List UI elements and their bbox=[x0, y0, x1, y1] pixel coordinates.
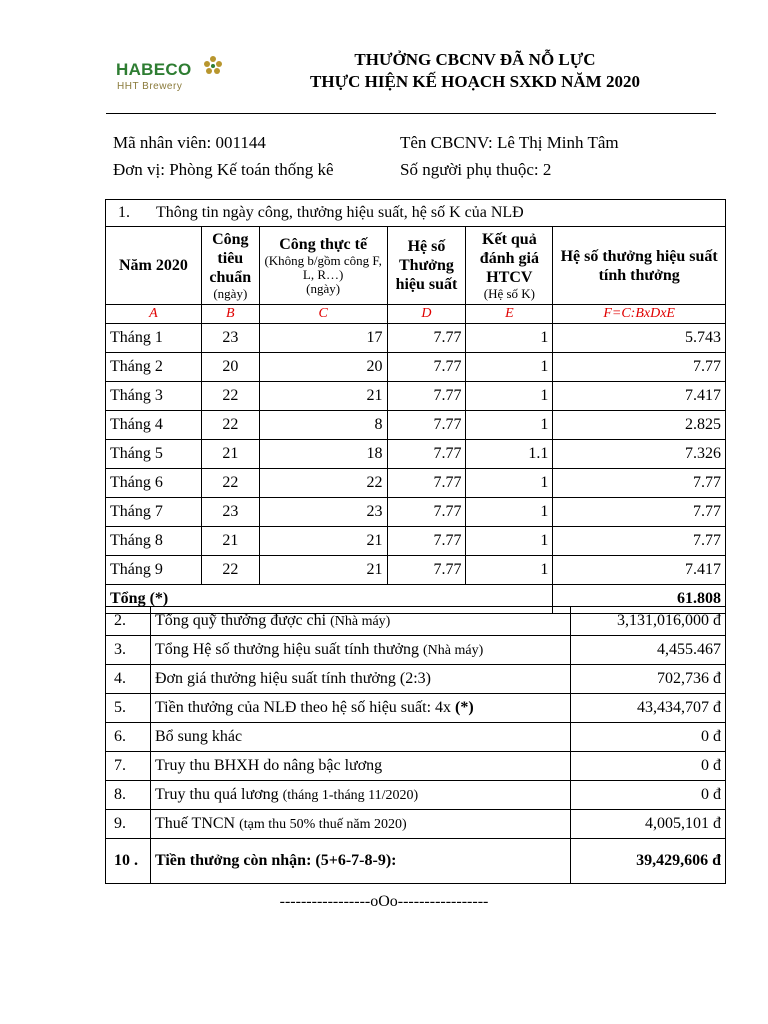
month-cell: Tháng 4 bbox=[106, 411, 202, 440]
section2-table bbox=[105, 606, 726, 884]
table-row bbox=[106, 839, 726, 884]
table-row bbox=[106, 382, 726, 411]
header-year: Năm 2020 bbox=[106, 227, 202, 305]
section1-title: Thông tin ngày công, thưởng hiệu suất, hệ số K của NLĐ bbox=[156, 204, 524, 221]
standard-days-cell: 22 bbox=[201, 382, 259, 411]
table-row bbox=[106, 527, 726, 556]
row-label-text: Tổng quỹ thưởng được chi bbox=[154, 612, 327, 629]
month-cell: Tháng 1 bbox=[106, 324, 202, 353]
section1-number: 1. bbox=[118, 204, 130, 221]
col-letter: F=C:BxDxE bbox=[553, 305, 726, 324]
actual-days-cell: 17 bbox=[259, 324, 387, 353]
footer-ornament: -----------------oOo----------------- bbox=[279, 893, 489, 910]
row-number: 2. bbox=[106, 607, 151, 636]
col-letter: C bbox=[259, 305, 387, 324]
row-value: 43,434,707 đ bbox=[571, 694, 726, 723]
col-letter: E bbox=[466, 305, 553, 324]
month-cell: Tháng 6 bbox=[106, 469, 202, 498]
header-bonus-result: Hệ số thưởng hiệu suất tính thưởng bbox=[553, 227, 726, 305]
bonus-coef-cell: 7.77 bbox=[387, 440, 466, 469]
table-row bbox=[106, 781, 726, 810]
row-label-text: Đơn giá thưởng hiệu suất tính thưởng (2:3) bbox=[154, 670, 431, 687]
row-number: 6. bbox=[106, 723, 151, 752]
actual-days-cell: 23 bbox=[259, 498, 387, 527]
k-coef-cell: 1.1 bbox=[466, 440, 553, 469]
employee-unit: Đơn vị: Phòng Kế toán thống kê bbox=[113, 160, 334, 179]
bonus-result-cell: 7.417 bbox=[553, 556, 726, 585]
row-label-text: Thuế TNCN bbox=[154, 815, 236, 832]
table-row bbox=[106, 324, 726, 353]
row-label bbox=[150, 723, 570, 752]
row-value: 0 đ bbox=[571, 752, 726, 781]
row-value: 4,455.467 bbox=[571, 636, 726, 665]
standard-days-cell: 23 bbox=[201, 498, 259, 527]
row-label bbox=[150, 839, 570, 884]
row-label bbox=[150, 810, 570, 839]
row-label bbox=[150, 607, 570, 636]
row-label-text: Tiền thưởng của NLĐ theo hệ số hiệu suất: 4x bbox=[154, 699, 452, 716]
row-label-text: Truy thu quá lương bbox=[154, 786, 279, 803]
row-number: 8. bbox=[106, 781, 151, 810]
table-row bbox=[106, 607, 726, 636]
row-label-note: (tạm thu 50% thuế năm 2020) bbox=[239, 817, 407, 832]
table-row bbox=[106, 411, 726, 440]
row-number: 7. bbox=[106, 752, 151, 781]
table-row bbox=[106, 556, 726, 585]
section1-rows bbox=[106, 324, 726, 585]
row-label bbox=[150, 781, 570, 810]
row-label-text: Tiền thưởng còn nhận: (5+6-7-8-9): bbox=[154, 852, 397, 869]
section1-header bbox=[106, 200, 726, 227]
logo-brand: HABECO bbox=[116, 60, 192, 79]
total-value: 61.808 bbox=[553, 585, 726, 614]
bonus-coef-cell: 7.77 bbox=[387, 411, 466, 440]
bonus-result-cell: 7.77 bbox=[553, 527, 726, 556]
bonus-result-cell: 2.825 bbox=[553, 411, 726, 440]
standard-days-cell: 22 bbox=[201, 411, 259, 440]
month-cell: Tháng 8 bbox=[106, 527, 202, 556]
table-row bbox=[106, 752, 726, 781]
row-label bbox=[150, 694, 570, 723]
row-number: 4. bbox=[106, 665, 151, 694]
row-number: 9. bbox=[106, 810, 151, 839]
col-letter: A bbox=[106, 305, 202, 324]
bonus-coef-cell: 7.77 bbox=[387, 469, 466, 498]
bonus-result-cell: 7.77 bbox=[553, 353, 726, 382]
doc-title-line2: THỰC HIỆN KẾ HOẠCH SXKD NĂM 2020 bbox=[310, 72, 640, 91]
bonus-result-cell: 5.743 bbox=[553, 324, 726, 353]
row-number: 3. bbox=[106, 636, 151, 665]
bonus-coef-cell: 7.77 bbox=[387, 498, 466, 527]
bonus-coef-cell: 7.77 bbox=[387, 353, 466, 382]
actual-days-cell: 22 bbox=[259, 469, 387, 498]
table-row bbox=[106, 810, 726, 839]
row-value: 0 đ bbox=[571, 781, 726, 810]
doc-title-line1: THƯỞNG CBCNV ĐÃ NỖ LỰC bbox=[354, 50, 596, 69]
table-row bbox=[106, 665, 726, 694]
table-row bbox=[106, 353, 726, 382]
employee-name: Tên CBCNV: Lê Thị Minh Tâm bbox=[400, 133, 619, 152]
row-number: 10 . bbox=[106, 839, 151, 884]
bonus-result-cell: 7.77 bbox=[553, 469, 726, 498]
actual-days-cell: 20 bbox=[259, 353, 387, 382]
k-coef-cell: 1 bbox=[466, 527, 553, 556]
standard-days-cell: 22 bbox=[201, 469, 259, 498]
header-actual-days: Công thực tế (Không b/gồm công F, L, R…) (ngày) bbox=[259, 227, 387, 305]
logo-subtitle: HHT Brewery bbox=[117, 81, 183, 92]
standard-days-cell: 23 bbox=[201, 324, 259, 353]
standard-days-cell: 21 bbox=[201, 527, 259, 556]
row-value: 3,131,016,000 đ bbox=[571, 607, 726, 636]
table-row bbox=[106, 694, 726, 723]
total-label: Tổng (*) bbox=[106, 585, 553, 614]
k-coef-cell: 1 bbox=[466, 353, 553, 382]
table-row bbox=[106, 723, 726, 752]
row-value: 39,429,606 đ bbox=[571, 839, 726, 884]
month-cell: Tháng 5 bbox=[106, 440, 202, 469]
row-label bbox=[150, 636, 570, 665]
standard-days-cell: 20 bbox=[201, 353, 259, 382]
k-coef-cell: 1 bbox=[466, 469, 553, 498]
col-letter: D bbox=[387, 305, 466, 324]
row-label-note: (tháng 1-tháng 11/2020) bbox=[282, 788, 419, 803]
month-cell: Tháng 7 bbox=[106, 498, 202, 527]
row-value: 702,736 đ bbox=[571, 665, 726, 694]
header-bonus-coef: Hệ số Thưởng hiệu suất bbox=[387, 227, 466, 305]
actual-days-cell: 21 bbox=[259, 382, 387, 411]
standard-days-cell: 22 bbox=[201, 556, 259, 585]
table-row bbox=[106, 636, 726, 665]
header-k-coef: Kết quả đánh giá HTCV (Hệ số K) bbox=[466, 227, 553, 305]
k-coef-cell: 1 bbox=[466, 498, 553, 527]
bonus-coef-cell: 7.77 bbox=[387, 324, 466, 353]
k-coef-cell: 1 bbox=[466, 411, 553, 440]
month-cell: Tháng 9 bbox=[106, 556, 202, 585]
employee-id: Mã nhân viên: 001144 bbox=[113, 133, 266, 152]
bonus-result-cell: 7.417 bbox=[553, 382, 726, 411]
month-cell: Tháng 3 bbox=[106, 382, 202, 411]
header-standard-days: Công tiêu chuẩn (ngày) bbox=[201, 227, 259, 305]
title-divider bbox=[106, 113, 716, 114]
row-number: 5. bbox=[106, 694, 151, 723]
actual-days-cell: 8 bbox=[259, 411, 387, 440]
row-label bbox=[150, 665, 570, 694]
employee-dependents: Số người phụ thuộc: 2 bbox=[400, 160, 552, 179]
bonus-coef-cell: 7.77 bbox=[387, 527, 466, 556]
actual-days-cell: 18 bbox=[259, 440, 387, 469]
row-label-text: Truy thu BHXH do nâng bậc lương bbox=[154, 757, 383, 774]
section2-rows bbox=[106, 607, 726, 884]
row-label-note: (Nhà máy) bbox=[330, 614, 391, 629]
table-row bbox=[106, 440, 726, 469]
row-value: 0 đ bbox=[571, 723, 726, 752]
k-coef-cell: 1 bbox=[466, 324, 553, 353]
row-label-note: (*) bbox=[455, 699, 474, 716]
actual-days-cell: 21 bbox=[259, 556, 387, 585]
standard-days-cell: 21 bbox=[201, 440, 259, 469]
k-coef-cell: 1 bbox=[466, 556, 553, 585]
month-cell: Tháng 2 bbox=[106, 353, 202, 382]
row-label-note: (Nhà máy) bbox=[422, 643, 484, 658]
row-label bbox=[150, 752, 570, 781]
actual-days-cell: 21 bbox=[259, 527, 387, 556]
row-label-text: Bổ sung khác bbox=[154, 728, 243, 745]
bonus-coef-cell: 7.77 bbox=[387, 382, 466, 411]
bonus-coef-cell: 7.77 bbox=[387, 556, 466, 585]
habeco-logo bbox=[116, 48, 226, 94]
section1-table bbox=[105, 199, 726, 614]
k-coef-cell: 1 bbox=[466, 382, 553, 411]
row-label-text: Tổng Hệ số thưởng hiệu suất tính thưởng bbox=[154, 641, 419, 658]
bonus-result-cell: 7.77 bbox=[553, 498, 726, 527]
row-value: 4,005,101 đ bbox=[571, 810, 726, 839]
flower-logo-icon bbox=[202, 54, 224, 76]
bonus-result-cell: 7.326 bbox=[553, 440, 726, 469]
table-row bbox=[106, 498, 726, 527]
col-letter: B bbox=[201, 305, 259, 324]
table-row bbox=[106, 469, 726, 498]
